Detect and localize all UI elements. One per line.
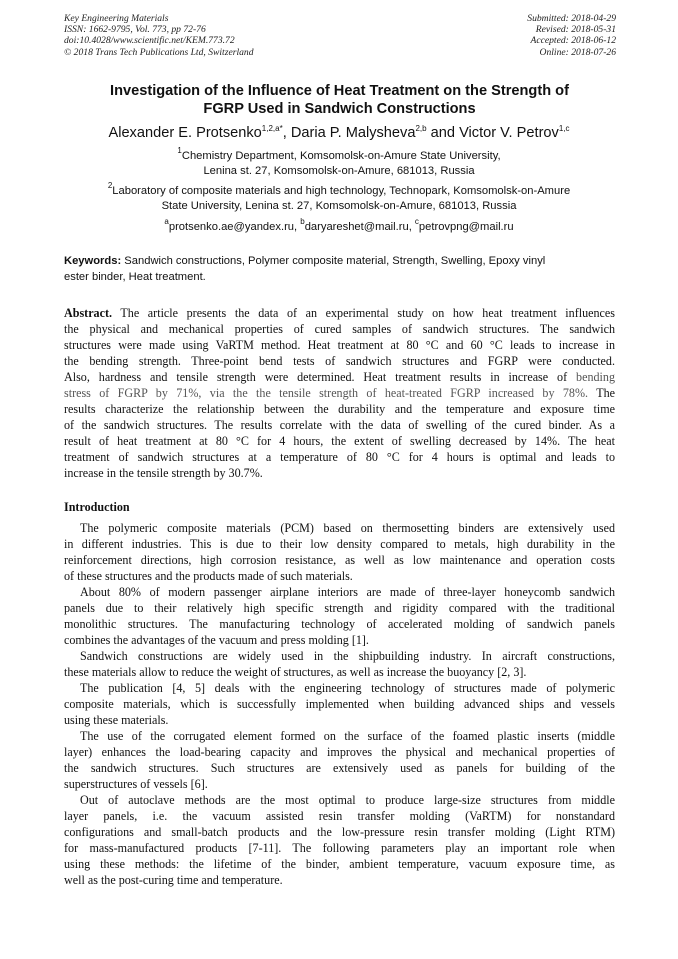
body-line: using these methods: the lifetime of the binder, ambient temperature, vacuum exposure time, as: [64, 857, 615, 871]
keywords-label: Keywords:: [64, 255, 122, 267]
publication-dates: [527, 13, 616, 58]
abstract-line: structures were made using VaRTM method. Heat treatment at 80 °C and 60 °C leads to increase in: [64, 338, 615, 352]
affiliation-text: Laboratory of composite materials and high technology, Technopark, Komsomolsk-on-Amure: [112, 185, 571, 197]
author-affiliation-marker: 1,2,a*: [261, 124, 283, 133]
author-name: Victor V. Petrov: [459, 125, 559, 141]
author-affiliation-marker: 2,b: [415, 124, 427, 133]
body-line: The publication [4, 5] deals with the engineering technology of structures made of polymeric: [80, 681, 615, 695]
abstract-text: The article presents the data of an experimental study on how heat treatment influences: [112, 306, 615, 320]
abstract-line: the physical and mechanical properties of cured samples of sandwich structures. The sandwich: [64, 322, 615, 336]
doi: doi:10.4028/www.scientific.net/KEM.773.72: [64, 35, 235, 47]
body-line: using these materials.: [64, 713, 169, 727]
abstract-text-grey: stress of FGRP by 71%, via the the tensile strength of heat-treated FGRP increased by 78%.: [64, 386, 589, 400]
abstract-line: increase in the tensile strength by 30.7%.: [64, 466, 263, 480]
body-line: The use of the corrugated element formed on the surface of the foamed plastic inserts (middle: [80, 729, 615, 743]
body-line: well as the post-curing time and temperature.: [64, 873, 283, 887]
body-line: panels due to their relatively high specific strength and rigidity compared with the traditional: [64, 601, 615, 615]
body-line: of these structures and the products made of such materials.: [64, 569, 353, 583]
abstract-line: treatment of sandwich structures at a temperature of 80 °C for 4 hours is optimal and leads to: [64, 450, 615, 464]
affiliation-marker: 2: [107, 181, 113, 190]
author-name: Daria P. Malysheva: [290, 125, 416, 141]
author-separator: and: [426, 125, 460, 141]
affiliation-1: [50, 146, 628, 179]
abstract-label: Abstract.: [64, 306, 113, 320]
abstract-line: result of heat treatment at 80 °C for 4 hours, the extent of swelling decreased by 14%. The heat: [64, 434, 615, 448]
affiliation-marker: 1: [177, 146, 182, 155]
body-line: The polymeric composite materials (PCM) based on thermosetting binders are extensively used: [80, 521, 615, 535]
abstract-block: [64, 305, 615, 481]
introduction-heading: Introduction: [64, 500, 130, 514]
body-line: composite materials, which is successfully implemented when building advanced ships and vessels: [64, 697, 615, 711]
abstract-text: The: [588, 386, 615, 400]
author-separator: ,: [282, 125, 291, 141]
body-line: reinforcement directions, high corrosion resistance, as well as low maintenance and operation costs: [64, 553, 615, 567]
abstract-line: of the sandwich structures. The results correlate with the data of swelling of the cured binder. As a: [64, 418, 615, 432]
abstract-text: Also, hardness and tensile strength were determined. Heat treatment results in increase of: [64, 370, 577, 384]
abstract-line: [64, 369, 615, 385]
body-line: monolithic structures. The manufacturing technology of accelerated molding of sandwich panels: [64, 617, 615, 631]
author-affiliation-marker: 1,c: [558, 124, 570, 133]
email-address[interactable]: petrovpng@mail.ru: [418, 221, 514, 233]
body-line: combines the advantages of the vacuum and press molding [1].: [64, 633, 369, 647]
abstract-line: [64, 305, 615, 321]
body-line: the sandwich structures. Such structures are extensively used as panels for building of the: [64, 761, 615, 775]
affiliation-2: [50, 181, 628, 214]
body-line: About 80% of modern passenger airplane interiors are made of three-layer honeycomb sandwich: [80, 585, 615, 599]
abstract-text-grey: bending: [576, 370, 615, 384]
body-line: Out of autoclave methods are the most optimal to produce large-size structures from middle: [80, 793, 615, 807]
author-emails: [50, 217, 628, 235]
author-name: Alexander E. Protsenko: [108, 125, 262, 141]
author-list: [40, 124, 638, 142]
body-line: layer panels, i.e. the vacuum assisted resin transfer molding (VaRTM) for nonstandard: [64, 809, 615, 823]
email-address[interactable]: protsenko.ae@yandex.ru,: [168, 221, 301, 233]
body-line: for mass-manufactured products [7-11]. The following parameters play an important role when: [64, 841, 615, 855]
email-address[interactable]: daryareshet@mail.ru,: [304, 221, 415, 233]
keywords-text: Sandwich constructions, Polymer composite material, Strength, Swelling, Epoxy vinyl: [121, 255, 546, 267]
email-marker: b: [300, 217, 305, 226]
body-line: in different industries. This is due to their low density compared to metals, high durability in the: [64, 537, 615, 551]
paper-title: [64, 82, 615, 118]
abstract-line: [64, 385, 615, 401]
keywords-block: [64, 254, 616, 285]
affiliation-text: State University, Lenina st. 27, Komsomolsk-on-Amure, 681013, Russia: [161, 200, 517, 212]
abstract-line: the bending strength. Three-point bend tests of sandwich structures and FGRP were conducted.: [64, 354, 615, 368]
email-marker: a: [164, 217, 169, 226]
body-line: Sandwich constructions are widely used in the shipbuilding industry. In aircraft constructions,: [80, 649, 615, 663]
title-line: FGRP Used in Sandwich Constructions: [203, 101, 476, 117]
issn-volume: ISSN: 1662-9795, Vol. 773, pp 72-76: [64, 24, 206, 36]
body-line: these materials allow to reduce the weight of structures, as well as increase the buoyancy [2, 3].: [64, 665, 527, 679]
copyright: © 2018 Trans Tech Publications Ltd, Switzerland: [64, 46, 254, 58]
introduction-body: [64, 520, 615, 888]
affiliation-text: Chemistry Department, Komsomolsk-on-Amure State University,: [181, 150, 501, 162]
date-accepted: Accepted: 2018-06-12: [530, 35, 616, 47]
journal-name: Key Engineering Materials: [64, 13, 169, 24]
title-line: Investigation of the Influence of Heat Treatment on the Strength of: [110, 83, 569, 99]
body-line: superstructures of vessels [6].: [64, 777, 208, 791]
affiliation-text: Lenina st. 27, Komsomolsk-on-Amure, 681013, Russia: [203, 165, 475, 177]
date-revised: Revised: 2018-05-31: [535, 24, 616, 36]
date-online: Online: 2018-07-26: [539, 46, 616, 58]
email-marker: c: [414, 217, 419, 226]
body-line: layer) enhances the load-bearing capacity and improves the physical and mechanical properties of: [64, 745, 615, 759]
body-line: configurations and small-batch products and the low-pressure resin transfer molding (Light RTM): [64, 825, 615, 839]
date-submitted: Submitted: 2018-04-29: [527, 13, 616, 24]
journal-info: [64, 13, 254, 58]
keywords-text: ester binder, Heat treatment.: [64, 270, 206, 283]
abstract-line: results characterize the relationship between the durability and the temperature and exposure time: [64, 402, 615, 416]
